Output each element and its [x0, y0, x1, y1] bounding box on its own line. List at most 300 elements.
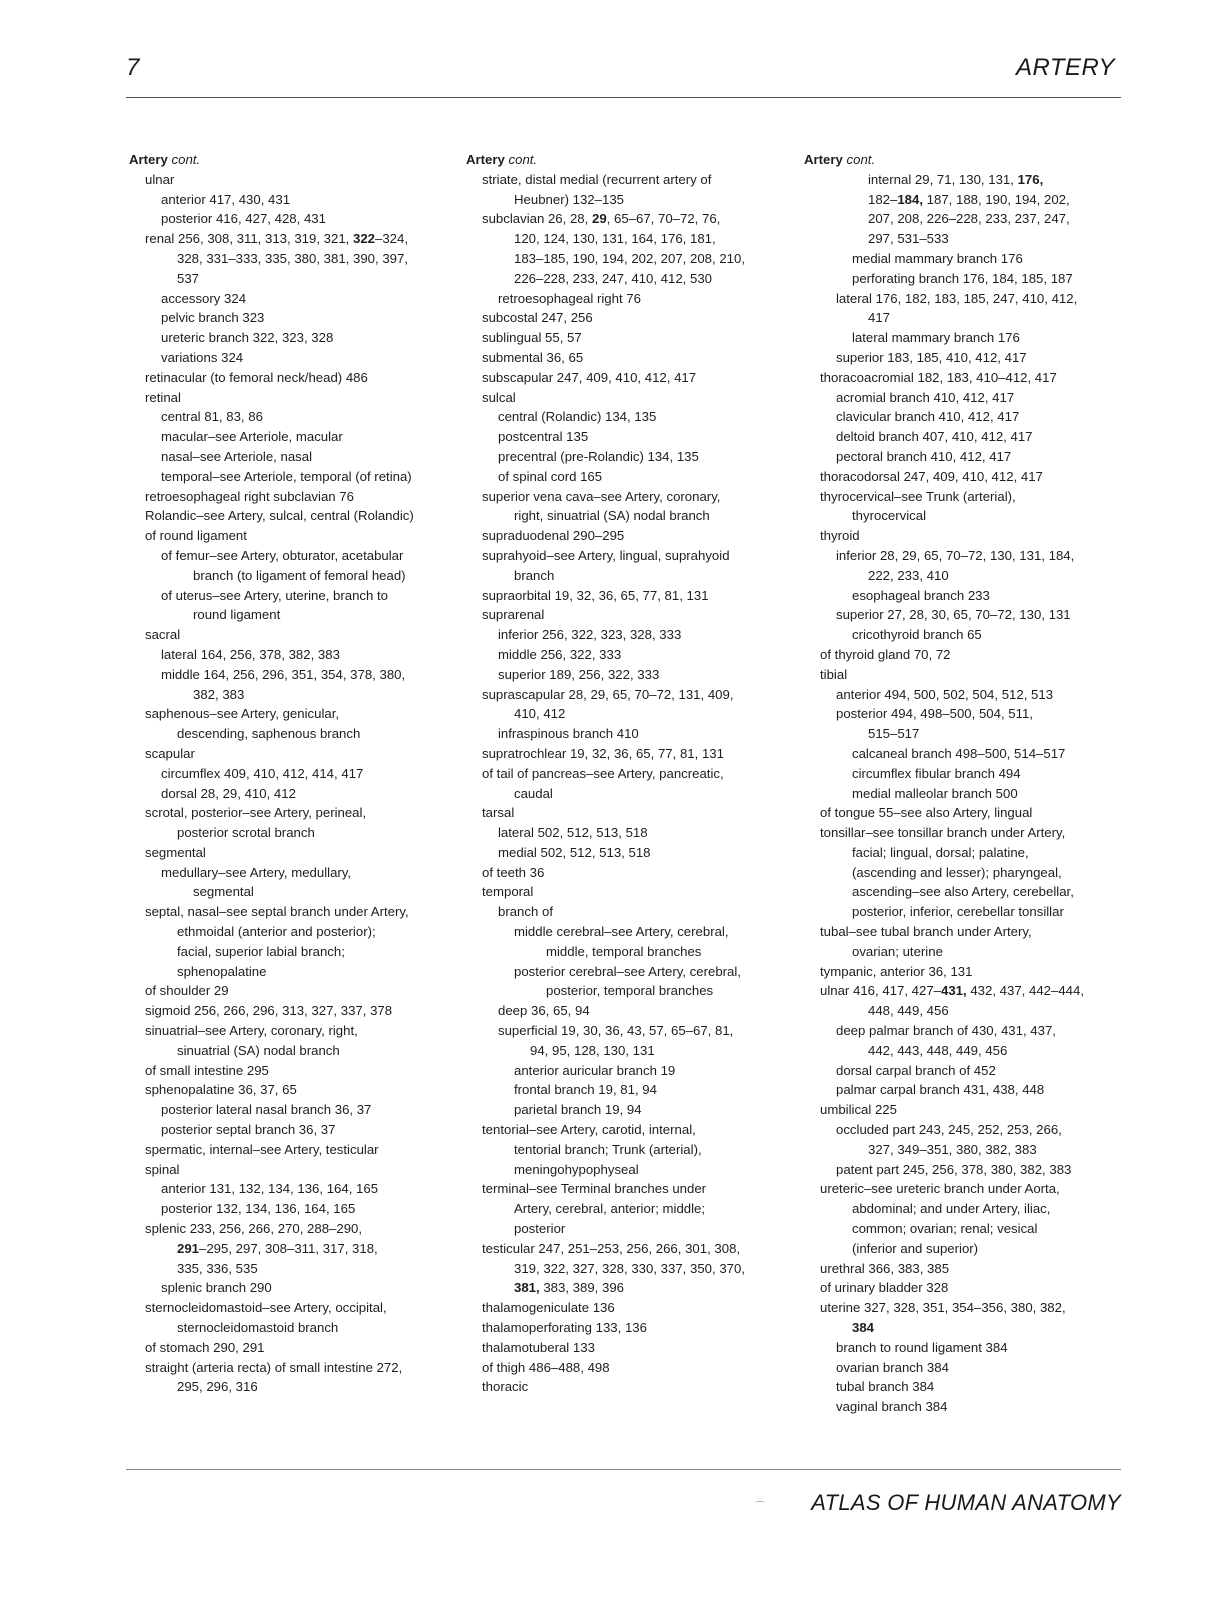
entry-text: middle 164, 256, 296, 351, 354, 378, 380,: [161, 666, 406, 682]
entry-text: subcostal 247, 256: [482, 310, 593, 326]
entry-text: superficial 19, 30, 36, 43, 57, 65–67, 81,: [498, 1023, 734, 1039]
entry-text: medullary–see Artery, medullary,: [161, 864, 352, 880]
entry-text: dorsal 28, 29, 410, 412: [161, 785, 296, 801]
index-entry-line: [466, 150, 788, 170]
index-entry-line: [129, 269, 451, 289]
entry-text: medial malleolar branch 500: [852, 785, 1018, 801]
index-entry-line: [804, 1021, 1126, 1041]
index-entry-line: [129, 447, 451, 467]
header-rule: [126, 97, 1121, 98]
index-entry-line: [804, 764, 1126, 784]
index-entry-line: [804, 962, 1126, 982]
entry-text: patent part 245, 256, 378, 380, 382, 383: [836, 1161, 1072, 1177]
index-entry-line: [466, 784, 788, 804]
index-entry-line: [129, 1080, 451, 1100]
bold-page-ref: Artery: [466, 152, 505, 167]
index-entry-line: [129, 665, 451, 685]
index-entry-line: [804, 190, 1126, 210]
index-entry-line: [466, 704, 788, 724]
index-entry-line: [804, 1100, 1126, 1120]
entry-text: medial 502, 512, 513, 518: [498, 844, 651, 860]
entry-text: middle, temporal branches: [546, 943, 702, 959]
entry-text: tentorial branch; Trunk (arterial),: [514, 1141, 702, 1157]
index-entry-line: [804, 605, 1126, 625]
entry-text: 207, 208, 226–228, 233, 237, 247,: [868, 211, 1070, 227]
index-entry-line: [129, 1239, 451, 1259]
entry-text: superior vena cava–see Artery, coronary,: [482, 488, 721, 504]
entry-text: cricothyroid branch 65: [852, 627, 982, 643]
index-entry-line: [804, 1001, 1126, 1021]
entry-text: saphenous–see Artery, genicular,: [145, 706, 340, 722]
index-entry-line: [466, 1219, 788, 1239]
index-entry-line: [129, 467, 451, 487]
entry-text: thoracodorsal 247, 409, 410, 412, 417: [820, 468, 1043, 484]
index-entry-line: [129, 328, 451, 348]
entry-text: segmental: [145, 844, 206, 860]
index-entry-line: [804, 1397, 1126, 1417]
entry-text: middle cerebral–see Artery, cerebral,: [514, 924, 729, 940]
entry-text: straight (arteria recta) of small intestine 272,: [145, 1359, 403, 1375]
entry-text: branch of: [498, 904, 553, 920]
continued-label: cont.: [504, 152, 538, 167]
entry-text: (ascending and lesser); pharyngeal,: [852, 864, 1062, 880]
index-entry-line: [804, 863, 1126, 883]
entry-text: superior 27, 28, 30, 65, 70–72, 130, 131: [836, 607, 1071, 623]
index-entry-line: [804, 447, 1126, 467]
entry-text: esophageal branch 233: [852, 587, 990, 603]
entry-text: sinuatrial (SA) nodal branch: [177, 1042, 340, 1058]
index-entry-line: [466, 249, 788, 269]
index-column-1: [129, 150, 451, 1397]
continued-label: cont.: [167, 152, 201, 167]
entry-text: thyrocervical: [852, 508, 927, 524]
entry-text: circumflex fibular branch 494: [852, 765, 1021, 781]
entry-text: thalamogeniculate 136: [482, 1300, 615, 1316]
entry-text: posterior scrotal branch: [177, 825, 315, 841]
entry-text: calcaneal branch 498–500, 514–517: [852, 745, 1066, 761]
entry-text: thoracoacromial 182, 183, 410–412, 417: [820, 369, 1057, 385]
index-entry-line: [466, 1199, 788, 1219]
entry-text: facial, superior labial branch;: [177, 943, 345, 959]
index-entry-line: [129, 506, 451, 526]
entry-text: sternocleidomastoid–see Artery, occipital,: [145, 1300, 387, 1316]
entry-text: 432, 437, 442–444,: [966, 983, 1085, 999]
entry-text: of spinal cord 165: [498, 468, 603, 484]
index-entry-line: [129, 902, 451, 922]
index-entry-line: [466, 685, 788, 705]
bold-page-ref: 431,: [941, 983, 967, 999]
entry-text: acromial branch 410, 412, 417: [836, 389, 1015, 405]
entry-text: sulcal: [482, 389, 516, 405]
entry-text: retroesophageal right 76: [498, 290, 641, 306]
index-entry-line: [466, 764, 788, 784]
index-entry-line: [129, 1338, 451, 1358]
index-entry-line: [466, 1358, 788, 1378]
entry-text: tubal–see tubal branch under Artery,: [820, 924, 1032, 940]
entry-text: descending, saphenous branch: [177, 726, 361, 742]
index-entry-line: [804, 704, 1126, 724]
index-entry-line: [804, 1041, 1126, 1061]
entry-text: supraduodenal 290–295: [482, 528, 625, 544]
index-entry-line: [466, 467, 788, 487]
index-entry-line: [129, 1140, 451, 1160]
index-entry-line: [466, 170, 788, 190]
entry-text: of round ligament: [145, 528, 247, 544]
entry-text: posterior 494, 498–500, 504, 511,: [836, 706, 1033, 722]
index-entry-line: [804, 249, 1126, 269]
entry-text: supraorbital 19, 32, 36, 65, 77, 81, 131: [482, 587, 709, 603]
index-entry-line: [804, 586, 1126, 606]
index-entry-line: [129, 863, 451, 883]
entry-text: 515–517: [868, 726, 920, 742]
entry-text: of small intestine 295: [145, 1062, 269, 1078]
bold-page-ref: 184,: [897, 191, 924, 207]
index-entry-line: [466, 1377, 788, 1397]
entry-text: of teeth 36: [482, 864, 545, 880]
index-entry-line: [804, 1318, 1126, 1338]
entry-text: Artery, cerebral, anterior; middle;: [514, 1201, 706, 1217]
index-entry-line: [804, 1338, 1126, 1358]
entry-text: of thigh 486–488, 498: [482, 1359, 610, 1375]
entry-text: of shoulder 29: [145, 983, 229, 999]
index-entry-line: [804, 1219, 1126, 1239]
index-entry-line: [129, 1160, 451, 1180]
index-entry-line: [466, 269, 788, 289]
entry-text: urethral 366, 383, 385: [820, 1260, 950, 1276]
entry-text: anterior 131, 132, 134, 136, 164, 165: [161, 1181, 379, 1197]
entry-text: 226–228, 233, 247, 410, 412, 530: [514, 270, 712, 286]
index-entry-line: [466, 724, 788, 744]
entry-text: parietal branch 19, 94: [514, 1102, 642, 1118]
index-entry-line: [804, 823, 1126, 843]
index-entry-line: [466, 962, 788, 982]
entry-text: 328, 331–333, 335, 380, 381, 390, 397,: [177, 250, 408, 266]
index-entry-line: [804, 1120, 1126, 1140]
entry-text: 327, 349–351, 380, 382, 383: [868, 1141, 1037, 1157]
entry-text: lateral 176, 182, 183, 185, 247, 410, 412,: [836, 290, 1078, 306]
index-entry-line: [804, 1199, 1126, 1219]
entry-text: meningohypophyseal: [514, 1161, 639, 1177]
entry-text: (inferior and superior): [852, 1240, 979, 1256]
entry-text: internal 29, 71, 130, 131,: [868, 171, 1018, 187]
index-entry-line: [129, 388, 451, 408]
bold-page-ref: 29: [591, 211, 607, 227]
entry-text: sacral: [145, 627, 181, 643]
index-entry-line: [804, 1358, 1126, 1378]
entry-text: subclavian 26, 28,: [482, 211, 592, 227]
index-entry-line: [804, 308, 1126, 328]
index-entry-line: [804, 685, 1126, 705]
index-entry-line: [129, 1001, 451, 1021]
entry-text: septal, nasal–see septal branch under Artery,: [145, 904, 409, 920]
entry-text: 187, 188, 190, 194, 202,: [923, 191, 1070, 207]
continued-label: cont.: [842, 152, 876, 167]
entry-text: 382, 383: [193, 686, 245, 702]
bold-page-ref: Artery: [804, 152, 843, 167]
entry-text: caudal: [514, 785, 553, 801]
index-entry-line: [129, 1259, 451, 1279]
index-entry-line: [466, 942, 788, 962]
index-entry-line: [466, 190, 788, 210]
index-entry-line: [129, 1061, 451, 1081]
entry-text: retinal: [145, 389, 181, 405]
index-entry-line: [129, 882, 451, 902]
index-entry-line: [804, 942, 1126, 962]
index-entry-line: [129, 784, 451, 804]
index-entry-line: [804, 803, 1126, 823]
entry-text: superior 189, 256, 322, 333: [498, 666, 660, 682]
entry-text: sinuatrial–see Artery, coronary, right,: [145, 1023, 358, 1039]
index-column-2: [466, 150, 788, 1397]
entry-text: umbilical 225: [820, 1102, 897, 1118]
index-entry-line: [466, 308, 788, 328]
entry-text: scapular: [145, 745, 195, 761]
index-entry-line: [804, 526, 1126, 546]
index-entry-line: [804, 625, 1126, 645]
index-entry-line: [466, 1080, 788, 1100]
entry-text: ureteric–see ureteric branch under Aorta,: [820, 1181, 1060, 1197]
entry-text: suprascapular 28, 29, 65, 70–72, 131, 409,: [482, 686, 734, 702]
entry-text: ascending–see also Artery, cerebellar,: [852, 884, 1074, 900]
entry-text: 295, 296, 316: [177, 1379, 258, 1395]
index-entry-line: [129, 1377, 451, 1397]
entry-text: of urinary bladder 328: [820, 1280, 949, 1296]
entry-text: retinacular (to femoral neck/head) 486: [145, 369, 368, 385]
entry-text: sublingual 55, 57: [482, 330, 582, 346]
entry-text: deltoid branch 407, 410, 412, 417: [836, 429, 1033, 445]
entry-text: Heubner) 132–135: [514, 191, 624, 207]
index-entry-line: [466, 289, 788, 309]
index-entry-line: [804, 1298, 1126, 1318]
index-entry-line: [804, 724, 1126, 744]
index-entry-line: [129, 704, 451, 724]
entry-text: medial mammary branch 176: [852, 250, 1023, 266]
entry-text: thalamotuberal 133: [482, 1339, 595, 1355]
index-entry-line: [804, 1140, 1126, 1160]
index-entry-line: [129, 427, 451, 447]
entry-text: posterior lateral nasal branch 36, 37: [161, 1102, 372, 1118]
index-entry-line: [804, 407, 1126, 427]
entry-text: lateral 502, 512, 513, 518: [498, 825, 648, 841]
entry-text: posterior, inferior, cerebellar tonsillar: [852, 904, 1064, 920]
entry-text: 448, 449, 456: [868, 1003, 949, 1019]
index-entry-line: [466, 1041, 788, 1061]
entry-text: of tail of pancreas–see Artery, pancreatic,: [482, 765, 724, 781]
index-column-3: [804, 150, 1126, 1417]
index-entry-line: [129, 1120, 451, 1140]
index-entry-line: [466, 368, 788, 388]
index-entry-line: [466, 665, 788, 685]
index-entry-line: [129, 586, 451, 606]
index-entry-line: [129, 605, 451, 625]
entry-text: posterior cerebral–see Artery, cerebral,: [514, 963, 741, 979]
index-entry-line: [466, 348, 788, 368]
entry-text: temporal–see Arteriole, temporal (of retina): [161, 468, 412, 484]
index-entry-line: [466, 1318, 788, 1338]
index-entry-line: [129, 407, 451, 427]
entry-text: middle 256, 322, 333: [498, 646, 622, 662]
index-entry-line: [466, 1021, 788, 1041]
index-entry-line: [466, 645, 788, 665]
footer-rule: [126, 1469, 1121, 1470]
index-entry-line: [804, 546, 1126, 566]
entry-text: 222, 233, 410: [868, 567, 949, 583]
index-entry-line: [466, 1338, 788, 1358]
index-entry-line: [804, 506, 1126, 526]
entry-text: 410, 412: [514, 706, 566, 722]
index-entry-line: [466, 566, 788, 586]
index-entry-line: [129, 249, 451, 269]
index-entry-line: [129, 1179, 451, 1199]
running-head: ARTERY: [1015, 54, 1115, 81]
entry-text: perforating branch 176, 184, 185, 187: [852, 270, 1073, 286]
index-entry-line: [129, 150, 451, 170]
entry-text: of stomach 290, 291: [145, 1339, 265, 1355]
entry-text: right, sinuatrial (SA) nodal branch: [514, 508, 710, 524]
entry-text: spermatic, internal–see Artery, testicular: [145, 1141, 379, 1157]
index-entry-line: [129, 823, 451, 843]
entry-text: superior 183, 185, 410, 412, 417: [836, 349, 1027, 365]
index-entry-line: [466, 506, 788, 526]
entry-text: tibial: [820, 666, 848, 682]
entry-text: central 81, 83, 86: [161, 409, 263, 425]
entry-text: anterior 417, 430, 431: [161, 191, 291, 207]
entry-text: posterior: [514, 1221, 566, 1237]
index-entry-line: [466, 981, 788, 1001]
index-entry-line: [804, 150, 1126, 170]
entry-text: abdominal; and under Artery, iliac,: [852, 1201, 1051, 1217]
bold-page-ref: 384: [852, 1320, 875, 1336]
index-entry-line: [804, 665, 1126, 685]
entry-text: ulnar 416, 417, 427–: [820, 983, 941, 999]
entry-text: retroesophageal right subclavian 76: [145, 488, 354, 504]
index-entry-line: [129, 229, 451, 249]
entry-text: splenic branch 290: [161, 1280, 272, 1296]
entry-text: terminal–see Terminal branches under: [482, 1181, 707, 1197]
index-entry-line: [804, 229, 1126, 249]
index-entry-line: [129, 685, 451, 705]
index-entry-line: [129, 764, 451, 784]
entry-text: precentral (pre-Rolandic) 134, 135: [498, 448, 699, 464]
index-entry-line: [129, 1298, 451, 1318]
index-entry-line: [804, 1080, 1126, 1100]
index-entry-line: [466, 1278, 788, 1298]
footer-title: ATLAS OF HUMAN ANATOMY: [811, 1490, 1121, 1515]
entry-text: lateral 164, 256, 378, 382, 383: [161, 646, 340, 662]
index-entry-line: [129, 922, 451, 942]
entry-text: 417: [868, 310, 891, 326]
entry-text: 120, 124, 130, 131, 164, 176, 181,: [514, 231, 716, 247]
entry-text: 335, 336, 535: [177, 1260, 258, 1276]
entry-text: anterior auricular branch 19: [514, 1062, 676, 1078]
index-entry-line: [466, 744, 788, 764]
entry-text: , 65–67, 70–72, 76,: [606, 211, 721, 227]
index-entry-line: [129, 625, 451, 645]
entry-text: central (Rolandic) 134, 135: [498, 409, 657, 425]
entry-text: nasal–see Arteriole, nasal: [161, 448, 313, 464]
index-entry-line: [804, 902, 1126, 922]
index-entry-line: [466, 882, 788, 902]
index-entry-line: [466, 487, 788, 507]
index-entry-line: [129, 1219, 451, 1239]
entry-text: facial; lingual, dorsal; palatine,: [852, 844, 1029, 860]
index-entry-line: [804, 1160, 1126, 1180]
index-entry-line: [804, 1259, 1126, 1279]
entry-text: ureteric branch 322, 323, 328: [161, 330, 334, 346]
entry-text: of uterus–see Artery, uterine, branch to: [161, 587, 388, 603]
index-entry-line: [466, 605, 788, 625]
entry-text: –324,: [375, 231, 409, 247]
entry-text: sigmoid 256, 266, 296, 313, 327, 337, 378: [145, 1003, 393, 1019]
index-entry-line: [804, 388, 1126, 408]
entry-text: 319, 322, 327, 328, 330, 337, 350, 370,: [514, 1260, 745, 1276]
index-entry-line: [466, 229, 788, 249]
bold-page-ref: Artery: [129, 152, 168, 167]
entry-text: scrotal, posterior–see Artery, perineal,: [145, 805, 367, 821]
entry-text: posterior, temporal branches: [546, 983, 714, 999]
entry-text: palmar carpal branch 431, 438, 448: [836, 1082, 1045, 1098]
index-entry-line: [129, 1041, 451, 1061]
entry-text: lateral mammary branch 176: [852, 330, 1020, 346]
entry-text: tarsal: [482, 805, 515, 821]
index-entry-line: [466, 1160, 788, 1180]
index-entry-line: [129, 487, 451, 507]
entry-text: infraspinous branch 410: [498, 726, 639, 742]
entry-text: tonsillar–see tonsillar branch under Artery,: [820, 825, 1066, 841]
index-entry-line: [129, 526, 451, 546]
entry-text: thoracic: [482, 1379, 529, 1395]
entry-text: macular–see Arteriole, macular: [161, 429, 343, 445]
entry-text: posterior 132, 134, 136, 164, 165: [161, 1201, 356, 1217]
entry-text: uterine 327, 328, 351, 354–356, 380, 382,: [820, 1300, 1066, 1316]
index-entry-line: [466, 328, 788, 348]
entry-text: splenic 233, 256, 266, 270, 288–290,: [145, 1221, 363, 1237]
index-entry-line: [804, 981, 1126, 1001]
index-entry-line: [129, 368, 451, 388]
index-entry-line: [466, 1100, 788, 1120]
entry-text: testicular 247, 251–253, 256, 266, 301, 308,: [482, 1240, 741, 1256]
entry-text: temporal: [482, 884, 534, 900]
index-entry-line: [129, 843, 451, 863]
index-entry-line: [129, 942, 451, 962]
index-entry-line: [804, 1179, 1126, 1199]
index-entry-line: [466, 546, 788, 566]
index-entry-line: [466, 803, 788, 823]
index-entry-line: [129, 1318, 451, 1338]
index-entry-line: [129, 209, 451, 229]
index-entry-line: [129, 190, 451, 210]
entry-text: submental 36, 65: [482, 349, 584, 365]
index-entry-line: [804, 882, 1126, 902]
entry-text: occluded part 243, 245, 252, 253, 266,: [836, 1122, 1062, 1138]
index-entry-line: [804, 427, 1126, 447]
entry-text: 537: [177, 270, 200, 286]
entry-text: pelvic branch 323: [161, 310, 265, 326]
entry-text: ulnar: [145, 171, 175, 187]
index-entry-line: [129, 981, 451, 1001]
index-entry-line: [466, 1120, 788, 1140]
index-entry-line: [804, 1377, 1126, 1397]
entry-text: round ligament: [193, 607, 281, 623]
index-entry-line: [466, 843, 788, 863]
entry-text: thyroid: [820, 528, 860, 544]
entry-text: vaginal branch 384: [836, 1399, 948, 1415]
entry-text: circumflex 409, 410, 412, 414, 417: [161, 765, 364, 781]
entry-text: 442, 443, 448, 449, 456: [868, 1042, 1008, 1058]
entry-text: tympanic, anterior 36, 131: [820, 963, 973, 979]
entry-text: sternocleidomastoid branch: [177, 1320, 339, 1336]
index-entry-line: [804, 328, 1126, 348]
